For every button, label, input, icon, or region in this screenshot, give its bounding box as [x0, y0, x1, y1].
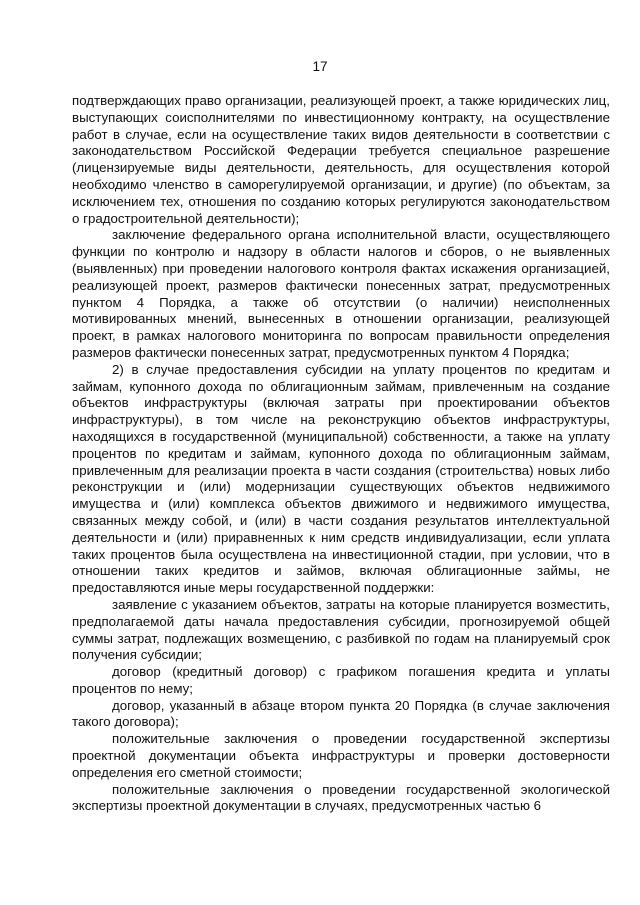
paragraph: договор (кредитный договор) с графиком погашения кредита и уплаты процентов по нему;	[72, 664, 610, 696]
paragraph: положительные заключения о проведении государственной экспертизы проектной документации объекта инфраструктуры и проверки достоверности определения его сметной стоимости;	[72, 731, 610, 780]
paragraph: заявление с указанием объектов, затраты на которые планируется возместить, предполагаемой даты начала предоставления субсидии, прогнозируемой общей суммы затрат, подлежащих возмещению, с разбивкой по годам на планируемый срок получения субсидии;	[72, 596, 610, 663]
paragraph: подтверждающих право организации, реализующей проект, а также юридических лиц, выступающих соисполнителями по инвестиционному контракту, на осуществление работ в случае, если на осуществление таких видов деятельности в соответствии с законодательством Российской Федерации требуется специальное разрешение (лицензируемые виды деятельности, деятельность, для осуществления которой необходимо членство в саморегулируемой организации, и другие) (по объектам, за исключением тех, отношения по созданию которых регулируются законодательством о градостроительной деятельности);	[72, 93, 610, 226]
document-body	[72, 93, 610, 815]
paragraph: 2) в случае предоставления субсидии на уплату процентов по кредитам и займам, купонного дохода по облигационным займам, привлеченным на создание объектов инфраструктуры (включая затраты при проектировании объектов инфраструктуры), в том числе на реконструкцию объектов инфраструктуры, находящихся в государственной (муниципальной) собственности, а также на уплату процентов по кредитам и займам, купонного дохода по облигационным займам, привлеченным для реализации проекта в части создания (строительства) новых либо реконструкции и (или) модернизации существующих объектов недвижимого имущества и (или) комплекса объектов движимого и недвижимого имущества, связанных между собой, и (или) в части создания результатов интеллектуальной деятельности и (или) приравненных к ним средств индивидуализации, если уплата таких процентов была осуществлена на инвестиционной стадии, при условии, что в отношении таких кредитов и займов, включая облигационные займы, не предоставляются иные меры государственной поддержки:	[72, 361, 610, 596]
page-number: 17	[312, 59, 328, 74]
paragraph: договор, указанный в абзаце втором пункта 20 Порядка (в случае заключения такого договора);	[72, 697, 610, 730]
paragraph: положительные заключения о проведении государственной экологической экспертизы проектной документации в случаях, предусмотренных частью 6	[72, 781, 610, 814]
paragraph: заключение федерального органа исполнительной власти, осуществляющего функции по контролю и надзору в области налогов и сборов, о не выявленных (выявленных) при проведении налогового контроля фактах искажения организацией, реализующей проект, размеров фактически понесенных затрат, предусмотренных пунктом 4 Порядка, а также об отсутствии (о наличии) неисполненных мотивированных мнений, вынесенных в отношении организации, реализующей проект, в рамках налогового мониторинга по вопросам правильности определения размеров фактически понесенных затрат, предусмотренных пунктом 4 Порядка;	[72, 227, 610, 360]
